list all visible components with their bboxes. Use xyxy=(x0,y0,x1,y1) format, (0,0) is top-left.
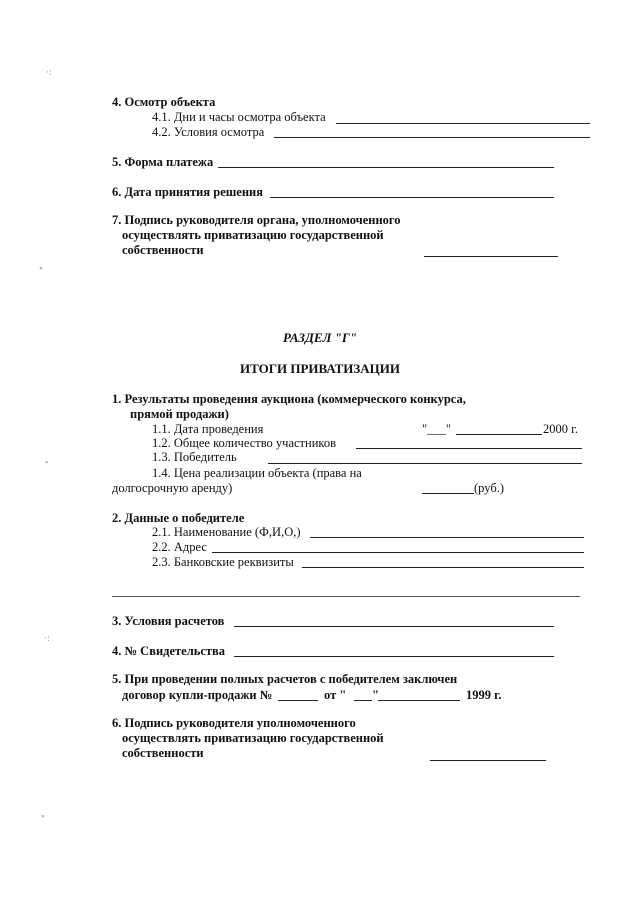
r6-line2: осуществлять приватизацию государственной xyxy=(122,731,384,745)
r2-item2-line[interactable] xyxy=(212,552,584,553)
r1-item2-line[interactable] xyxy=(356,448,582,449)
r5-line2a: договор купли-продажи № xyxy=(122,688,273,702)
section6-line[interactable] xyxy=(270,197,554,198)
r5-year: 1999 г. xyxy=(466,688,502,702)
r1-price-line[interactable] xyxy=(422,493,474,494)
r1-item2: 1.2. Общее количество участников xyxy=(152,436,336,450)
scan-mark: ·: xyxy=(44,634,50,644)
r5-line2c: " xyxy=(372,688,379,702)
r5-line2b: от " xyxy=(324,688,347,702)
section7-line1: 7. Подпись руководителя органа, уполномоченного xyxy=(112,213,401,227)
r2-item1-line[interactable] xyxy=(310,537,584,538)
r1-item3: 1.3. Победитель xyxy=(152,450,237,464)
r1-item4a: 1.4. Цена реализации объекта (права на xyxy=(152,466,362,480)
r1-rub: (руб.) xyxy=(474,481,504,495)
r1-item4b: долгосрочную аренду) xyxy=(112,481,233,495)
r6-line1: 6. Подпись руководителя уполномоченного xyxy=(112,716,356,730)
r2-item3-line[interactable] xyxy=(302,567,584,568)
r5-month-line[interactable] xyxy=(378,700,460,701)
r4-line[interactable] xyxy=(234,656,554,657)
r1-date-line[interactable] xyxy=(456,434,542,435)
r1-year: 2000 г. xyxy=(543,422,578,436)
r1-line2: прямой продажи) xyxy=(130,407,229,421)
section5-line[interactable] xyxy=(218,167,554,168)
part-g-title: РАЗДЕЛ "Г" xyxy=(283,330,357,345)
r2-heading: 2. Данные о победителе xyxy=(112,511,245,525)
section4-item2-line[interactable] xyxy=(274,137,590,138)
r3-line[interactable] xyxy=(234,626,554,627)
section4-item1-line[interactable] xyxy=(336,123,590,124)
section5-heading: 5. Форма платежа xyxy=(112,155,214,169)
r1-item3-line[interactable] xyxy=(268,463,582,464)
r2-item2: 2.2. Адрес xyxy=(152,540,207,554)
r1-date-quote: "___" xyxy=(422,422,451,436)
section7-line2: осуществлять приватизацию государственной xyxy=(122,228,384,242)
part-g-subtitle: ИТОГИ ПРИВАТИЗАЦИИ xyxy=(240,361,400,376)
section7-signature-line[interactable] xyxy=(424,256,558,257)
section4-item2: 4.2. Условия осмотра xyxy=(152,125,265,139)
scan-mark: ·: xyxy=(46,68,52,78)
r5-line1: 5. При проведении полных расчетов с победителем заключен xyxy=(112,672,458,686)
scan-mark: ⋆ xyxy=(38,264,44,274)
r4-heading: 4. № Свидетельства xyxy=(112,644,226,658)
section4-item1: 4.1. Дни и часы осмотра объекта xyxy=(152,110,326,124)
section4-heading: 4. Осмотр объекта xyxy=(112,95,216,109)
r2-item3: 2.3. Банковские реквизиты xyxy=(152,555,294,569)
scan-mark: ⋆ xyxy=(40,812,46,822)
r5-number-line[interactable] xyxy=(278,700,318,701)
r2-extra-line[interactable] xyxy=(112,596,580,597)
r6-line3: собственности xyxy=(122,746,204,760)
scan-mark: ⋆ xyxy=(44,458,50,468)
r1-item1: 1.1. Дата проведения xyxy=(152,422,264,436)
r3-heading: 3. Условия расчетов xyxy=(112,614,225,628)
r6-signature-line[interactable] xyxy=(430,760,546,761)
r5-day-line[interactable] xyxy=(354,700,372,701)
r1-line1: 1. Результаты проведения аукциона (коммерческого конкурса, xyxy=(112,392,466,406)
section6-heading: 6. Дата принятия решения xyxy=(112,185,264,199)
r2-item1: 2.1. Наименование (Ф,И,О,) xyxy=(152,525,301,539)
section7-line3: собственности xyxy=(122,243,204,257)
